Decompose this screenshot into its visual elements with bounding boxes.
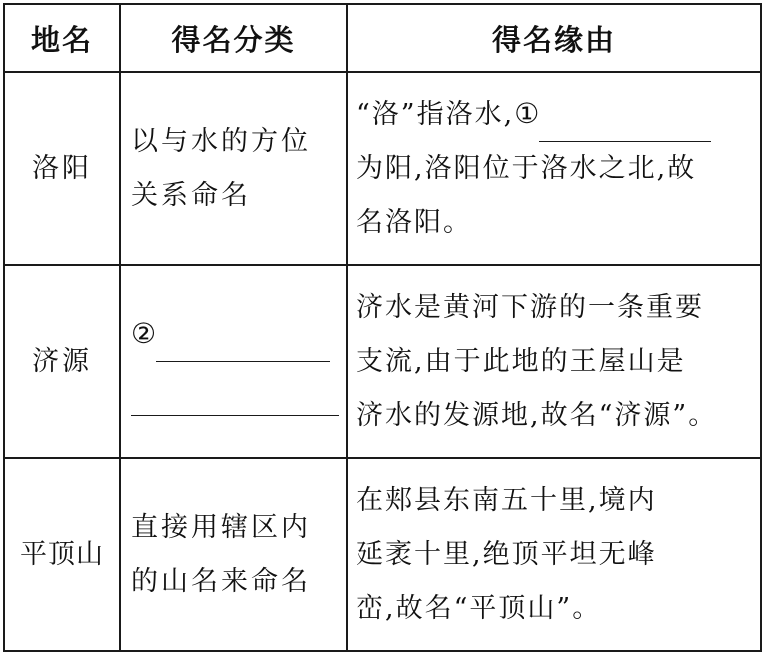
answer-blank-continued[interactable]	[131, 381, 339, 416]
place-name-cell	[4, 265, 120, 458]
place-name: 洛阳	[32, 152, 92, 184]
reason-line: 延袤十里,绝顶平坦无峰	[356, 538, 657, 570]
reason-line: 在郏县东南五十里,境内	[356, 484, 657, 516]
table-row	[4, 458, 761, 651]
category-line: 直接用辖区内	[131, 511, 311, 543]
place-name: 济源	[32, 345, 92, 377]
blank-marker: ②	[131, 317, 157, 350]
answer-blank[interactable]	[156, 327, 330, 362]
header-reason: 得名缘由	[347, 4, 761, 72]
header-row	[4, 4, 761, 72]
answer-blank[interactable]	[539, 107, 711, 142]
reason-line: 为阳,洛阳位于洛水之北,故	[356, 153, 697, 184]
table-row	[4, 72, 761, 265]
reason-cell	[347, 72, 761, 265]
reason-cell	[347, 458, 761, 651]
place-name: 平顶山	[20, 538, 104, 570]
place-name-cell	[4, 72, 120, 265]
reason-line: 名洛阳。	[356, 207, 472, 238]
reason-cell	[347, 265, 761, 458]
category-blank-line	[131, 307, 340, 362]
category-cell	[120, 265, 347, 458]
header-place-name: 地名	[4, 4, 120, 72]
category-cell	[120, 72, 347, 265]
category-line: 关系命名	[131, 179, 251, 211]
place-name-table	[3, 3, 762, 652]
reason-line: 济水是黄河下游的一条重要	[356, 291, 704, 323]
reason-prefix: “洛”指洛水,	[356, 99, 515, 130]
reason-line: 峦,故名“平顶山”。	[356, 592, 602, 624]
category-line: 以与水的方位	[131, 125, 311, 157]
category-blank-line	[131, 362, 340, 416]
blank-marker: ①	[514, 97, 540, 130]
header-category: 得名分类	[120, 4, 347, 72]
reason-line: 支流,由于此地的王屋山是	[356, 345, 686, 377]
category-cell	[120, 458, 347, 651]
category-line: 的山名来命名	[131, 565, 311, 597]
place-name-cell	[4, 458, 120, 651]
reason-line	[356, 87, 756, 142]
table-row	[4, 265, 761, 458]
reason-line: 济水的发源地,故名“济源”。	[356, 399, 718, 431]
